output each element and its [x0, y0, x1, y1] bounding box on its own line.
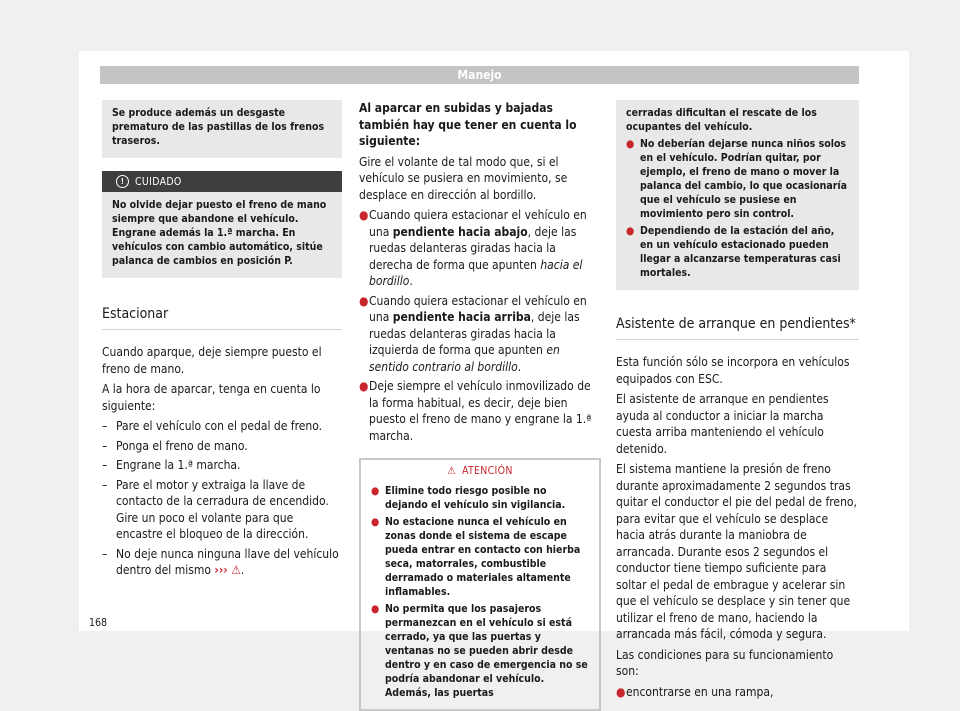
warning-triangle-icon: ⚠ [447, 465, 457, 477]
list-item-text: Ponga el freno de mano. [116, 438, 248, 453]
bullet-icon: ● [626, 138, 635, 150]
bullet-icon: ● [626, 225, 635, 237]
warning-body [361, 482, 599, 709]
bullet-item [359, 378, 601, 444]
text-part: . [409, 274, 413, 288]
text-bold: pendiente hacia abajo [392, 224, 528, 239]
bullet-item [616, 684, 859, 701]
caution-body [102, 192, 342, 278]
bullet-text: encontrarse en una rampa, [626, 684, 774, 699]
bullet-text: Deje siempre el vehículo inmovilizado de la forma habitual, es decir, deje bien puesto el freno de mano y engrane la 1.ª marcha. [369, 379, 592, 443]
section-title-asistente: Asistente de arranque en pendientes* [616, 316, 859, 340]
warning-title: ATENCIÓN [462, 465, 513, 477]
list-item [102, 438, 342, 455]
estacionar-body [102, 344, 342, 579]
bullet-icon: ● [359, 379, 369, 393]
bullet-icon: ● [359, 293, 369, 308]
list-item [102, 546, 342, 579]
warning-item-text: No estacione nunca el vehículo en zonas donde el sistema de escape pueda entrar en contacto con hierba seca, matorrales, combustible derramado o materiales altamente inflamables. [385, 516, 581, 598]
section-title-estacionar: Estacionar [102, 306, 342, 330]
continued-note [102, 100, 342, 158]
warning-item [626, 137, 849, 221]
paragraph: Las condiciones para su funcionamiento son: [616, 647, 834, 678]
dash-marker: – [102, 438, 108, 453]
warning-item-text: No permita que los pasajeros permanezcan en el vehículo si está cerrado, ya que las puertas y ventanas no se pueden abrir desde dentro y en caso de emergencia no se podría abandonar el vehículo. Además, las puertas [385, 603, 588, 699]
paragraph: Cuando aparque, deje siempre puesto el freno de mano. [102, 345, 322, 376]
caution-title: CUIDADO [135, 175, 182, 188]
page-number: 168 [89, 617, 108, 629]
dash-marker: – [102, 546, 108, 561]
asistente-body [616, 354, 859, 700]
list-item-text: Engrane la 1.ª marcha. [116, 458, 241, 472]
warning-item [371, 602, 589, 700]
bullet-text [369, 207, 601, 290]
list-item [102, 418, 342, 435]
text-part: . [517, 359, 522, 374]
text-italic: hacia el bordillo [369, 257, 583, 288]
caution-box [102, 171, 342, 278]
column-middle [359, 100, 601, 711]
bullet-item [359, 207, 601, 290]
slope-parking-body [359, 100, 601, 444]
text-part: , deje las ruedas delanteras giradas hacia la derecha de forma que apunten [369, 224, 577, 272]
caution-text: No olvide dejar puesto el freno de mano siempre que abandone el vehículo. Engrane además la 1.ª marcha. En vehículos con cambio automático, sitúe palanca de cambios en posición P. [112, 199, 327, 267]
warning-item [371, 515, 589, 599]
list-item-text: Pare el motor y extraiga la llave de contacto de la cerradura de encendido. Gire un poco el volante para que encastre el bloqueo de la dirección. [116, 477, 329, 541]
bullet-icon: ● [359, 208, 369, 222]
text-part: Cuando quiera estacionar el vehículo en una [369, 208, 587, 239]
warning-header [361, 460, 599, 482]
bullet-icon: ● [371, 516, 380, 528]
dash-marker: – [102, 458, 108, 472]
bullet-icon: ● [371, 485, 380, 497]
note-text: Se produce además un desgaste prematuro de las pastillas de los frenos traseros. [112, 107, 325, 147]
paragraph: Gire el volante de tal modo que, si el vehículo se pusiera en movimiento, se desplace en dirección al bordillo. [359, 154, 568, 202]
column-right [616, 100, 859, 703]
text-part: Cuando quiera estacionar el vehículo en una [369, 293, 587, 324]
text-bold: pendiente hacia arriba [392, 310, 531, 324]
list-item-text: Pare el vehículo con el pedal de freno. [116, 419, 323, 433]
warning-item [626, 224, 849, 280]
list-item [102, 477, 342, 543]
caution-header [102, 171, 342, 192]
warning-continued-box [616, 100, 859, 290]
reference-arrows[interactable]: ››› [214, 563, 228, 577]
list-item [102, 457, 342, 474]
text-italic: en sentido contrario al bordillo [369, 343, 560, 374]
bullet-icon: ● [616, 684, 626, 699]
paragraph: Esta función sólo se incorpora en vehículos equipados con ESC. [616, 355, 850, 386]
warning-item-text: Elimine todo riesgo posible no dejando el vehículo sin vigilancia. [385, 485, 566, 511]
dash-marker: – [102, 477, 108, 492]
warning-box [359, 458, 601, 711]
text-part: , deje las ruedas delanteras giradas hacia la izquierda de forma que apunten [369, 310, 580, 357]
column-left [102, 100, 342, 582]
warning-item [371, 484, 589, 512]
bullet-item [359, 293, 601, 376]
list-item-text: No deje nunca ninguna llave del vehículo dentro del mismo ››› ⚠. [116, 546, 339, 577]
info-icon: ! [116, 175, 129, 188]
paragraph: A la hora de aparcar, tenga en cuenta lo siguiente: [102, 382, 321, 413]
subheading: Al aparcar en subidas y bajadas también hay que tener en cuenta lo siguiente: [359, 101, 577, 148]
warning-item-text: No deberían dejarse nunca niños solos en el vehículo. Podrían quitar, por ejemplo, el freno de mano o mover la palanca del cambio, lo que ocasionaría que el vehículo se pusiese en movimiento pero sin control. [640, 138, 847, 220]
continued-text: cerradas dificultan el rescate de los ocupantes del vehículo. [626, 107, 817, 133]
bullet-icon: ● [371, 603, 380, 615]
list-item-text-part: No deje nunca ninguna llave del vehículo dentro del mismo [116, 546, 339, 577]
paragraph: El sistema mantiene la presión de freno durante aproximadamente 2 segundos tras quitar el conductor el pie del pedal de freno, para evitar que el vehículo se desplace hacia atrás durante la maniobra de arrancada. Durante esos 2 segundos el conductor tiene tiempo suficiente para soltar el pedal de embrague y acelerar sin que el vehículo se desplace y sin tener que utilizar el freno de mano, haciendo la arrancada más fácil, cómoda y segura. [616, 462, 857, 641]
page-header: Manejo [100, 66, 859, 84]
warning-item-text: Dependiendo de la estación del año, en un vehículo estacionado pueden llegar a alcanzarse temperaturas casi mortales. [640, 225, 841, 279]
warning-triangle-icon[interactable]: ⚠ [231, 563, 241, 577]
paragraph: El asistente de arranque en pendientes ayuda al conductor a iniciar la marcha cuesta arriba manteniendo el vehículo detenido. [616, 392, 829, 456]
dash-marker: – [102, 419, 108, 433]
bullet-text [369, 293, 601, 376]
